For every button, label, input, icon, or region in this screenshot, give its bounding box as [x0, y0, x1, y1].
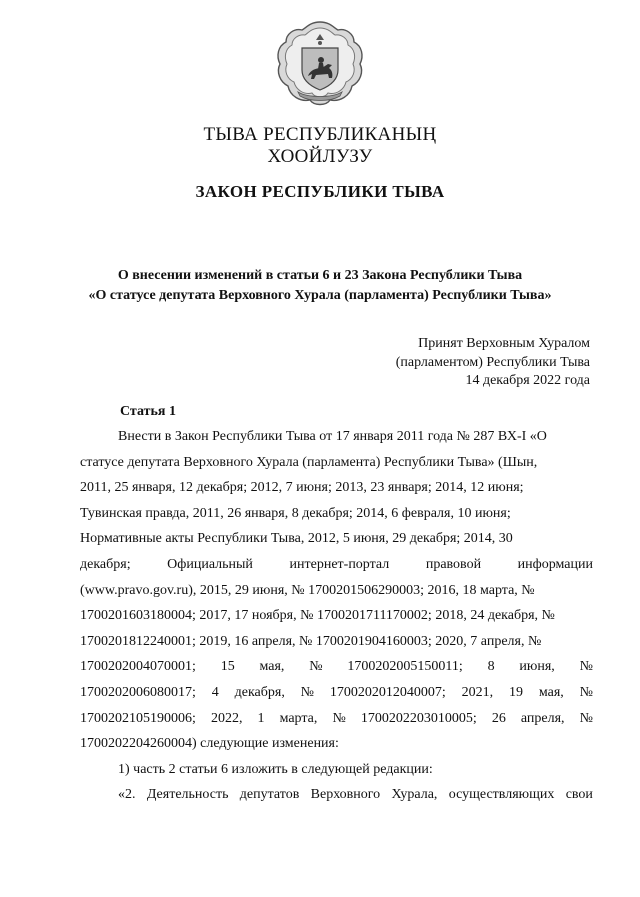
word: декабря; [80, 556, 131, 572]
word: Верховного [310, 787, 381, 803]
page-title: ЗАКОН РЕСПУБЛИКИ ТЫВА [195, 182, 445, 201]
word: 1 [257, 710, 265, 726]
word: 1700202012040007; [329, 684, 446, 700]
body-line-justified [80, 706, 593, 732]
body-line: 1700201812240001; 2019, 16 апреля, № 1700201904160003; 2020, 7 апреля, № [80, 633, 542, 649]
word: осуществляющих [448, 787, 555, 803]
word: 1700202105190006; [80, 710, 196, 726]
word: марта, [279, 710, 318, 726]
body-line: 1700202204260004) следующие изменения: [80, 736, 339, 752]
body-line-justified [80, 654, 593, 680]
word: Официальный [167, 556, 253, 572]
word: 8 [487, 659, 495, 675]
word: 26 [491, 710, 506, 726]
word: июня, [519, 659, 555, 675]
word: № [332, 710, 346, 726]
word: мая, [259, 659, 285, 675]
body-line: 2011, 25 января, 12 декабря; 2012, 7 июня; 2013, 23 января; 2014, 12 июня; [80, 480, 524, 496]
body-line: Нормативные акты Республики Тыва, 2012, 5 июня, 29 декабря; 2014, 30 [80, 531, 513, 547]
subtitle-line-1: О внесении изменений в статьи 6 и 23 Закона Республики Тыва [117, 268, 523, 283]
word: Деятельность [146, 787, 229, 803]
adopted-line-1: Принят Верховным Хуралом [418, 336, 590, 351]
body-line: статусе депутата Верховного Хурала (парламента) Республики Тыва» (Шын, [80, 454, 538, 470]
word: № [300, 684, 315, 700]
word: № [579, 684, 593, 700]
article-body [80, 424, 593, 808]
coat-of-arms-emblem-icon [272, 18, 368, 108]
list-item: 1) часть 2 статьи 6 изложить в следующей редакции: [118, 761, 433, 777]
header-line-1: ТЫВА РЕСПУБЛИКАНЫҢ [203, 124, 437, 145]
body-line-justified [80, 680, 593, 706]
word: 1700202203010005; [360, 710, 477, 726]
body-line: Внести в Закон Республики Тыва от 17 января 2011 года № 287 ВХ-I «О [118, 429, 547, 444]
word: № [309, 659, 323, 675]
body-line: Тувинская правда, 2011, 26 января, 8 декабря; 2014, 6 февраля, 10 июня; [80, 505, 511, 521]
word: 2022, [210, 710, 243, 726]
adopted-date: 14 декабря 2022 года [465, 373, 590, 388]
word: информации [517, 556, 593, 572]
word: 15 [220, 659, 235, 675]
body-line: (www.pravo.gov.ru), 2015, 29 июня, № 1700201506290003; 2016, 18 марта, № [80, 582, 535, 598]
word: правовой [425, 556, 482, 572]
word: 1700202006080017; [80, 684, 196, 700]
subtitle-line-2: «О статусе депутата Верховного Хурала (парламента) Республики Тыва» [88, 288, 552, 303]
body-line-justified [80, 782, 593, 808]
word: декабря, [234, 684, 285, 700]
body-line: 1700201603180004; 2017, 17 ноября, № 1700201711170002; 2018, 24 декабря, № [80, 608, 555, 624]
word: 1700202004070001; [80, 659, 196, 675]
word: 1700202005150011; [347, 659, 463, 675]
body-line-justified [80, 552, 593, 578]
word: Хурала, [391, 787, 438, 803]
word: № [579, 710, 593, 726]
header-line-2: ХООЙЛУЗУ [267, 146, 373, 167]
adopted-line-2: (парламентом) Республики Тыва [395, 355, 590, 370]
word: свои [565, 787, 593, 803]
word: депутатов [239, 787, 300, 803]
word: апреля, [520, 710, 565, 726]
word: интернет-портал [289, 556, 390, 572]
word: «2. [118, 787, 136, 803]
word: 19 [509, 684, 523, 700]
word: 2021, [461, 684, 494, 700]
word: № [579, 659, 593, 675]
word: мая, [538, 684, 564, 700]
article-heading: Статья 1 [120, 404, 176, 419]
word: 4 [211, 684, 219, 700]
